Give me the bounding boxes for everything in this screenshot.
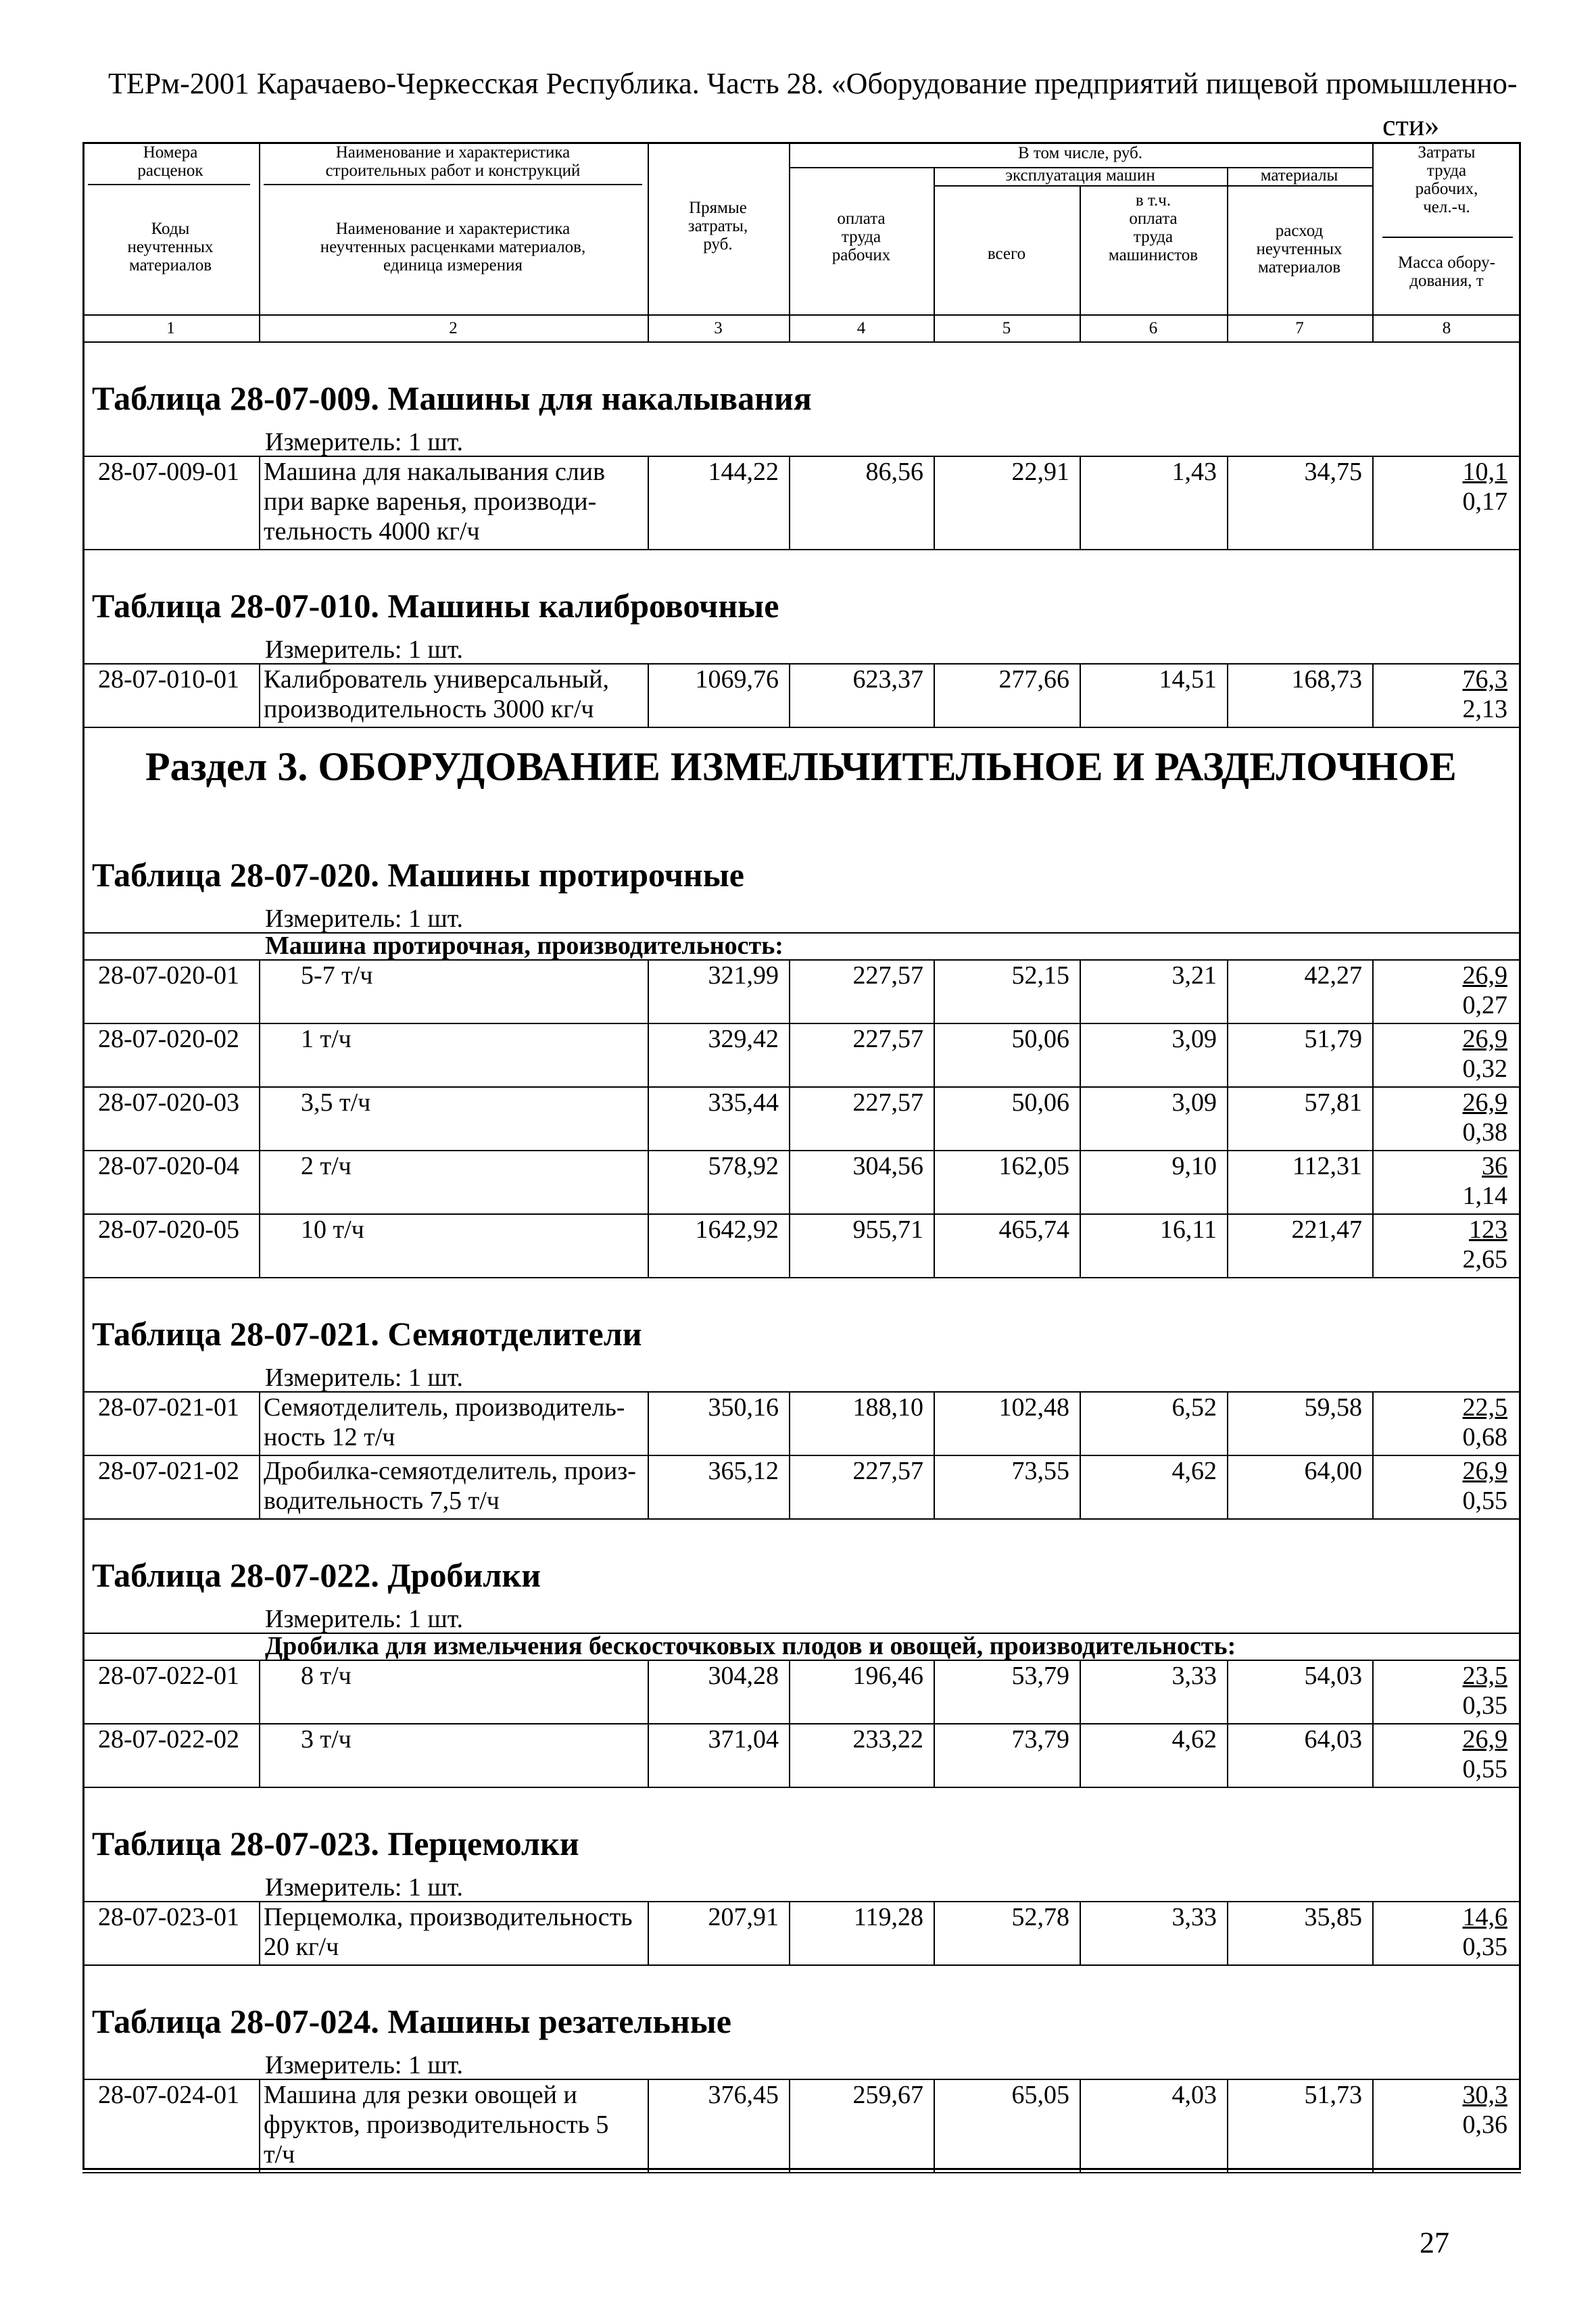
work-description: Перцемолка, производительность: [264, 1903, 633, 1931]
value-wages: 196,46: [852, 1662, 923, 1690]
group-heading: Машина протирочная, производительность:: [265, 932, 783, 960]
c8-divider: [1382, 237, 1513, 238]
value-mass: 0,38: [1462, 1118, 1507, 1147]
measure-unit: Измеритель: 1 шт.: [265, 1364, 463, 1392]
value-mach_wages: 4,62: [1171, 1457, 1217, 1485]
work-description: 2 т/ч: [301, 1152, 352, 1180]
value-mach: 162,05: [998, 1152, 1069, 1180]
head-col-number: 3: [714, 319, 723, 337]
value-mass: 0,55: [1462, 1755, 1507, 1783]
column-line: [1372, 1455, 1374, 1518]
column-line: [789, 663, 790, 727]
column-line: [1372, 456, 1374, 549]
column-line: [934, 1455, 935, 1518]
rate-code: 28-07-020-03: [98, 1088, 239, 1117]
column-line: [1080, 663, 1081, 727]
value-mass: 0,55: [1462, 1487, 1507, 1515]
work-description: ность 12 т/ч: [264, 1423, 395, 1451]
value-mat: 54,03: [1304, 1662, 1362, 1690]
head-c6: машинистов: [1108, 246, 1199, 264]
work-description: Дробилка-семяотделитель, произ-: [264, 1457, 636, 1485]
head-col-number: 8: [1442, 319, 1451, 337]
c1-underline: [88, 184, 250, 185]
column-line: [648, 1023, 649, 1086]
column-line: [259, 1150, 260, 1213]
column-line: [934, 1660, 935, 1723]
value-mass: 0,35: [1462, 1691, 1507, 1720]
column-line: [259, 456, 260, 549]
column-line: [934, 1901, 935, 1964]
column-line: [259, 1086, 260, 1150]
column-line: [1372, 1086, 1374, 1150]
column-line: [1372, 959, 1374, 1023]
value-labor: 26,9: [1462, 1025, 1507, 1053]
head-c8-top: рабочих,: [1415, 180, 1478, 198]
value-mach: 102,48: [998, 1393, 1069, 1422]
column-line: [789, 959, 790, 1023]
column-line: [789, 1455, 790, 1518]
work-description: 3,5 т/ч: [301, 1088, 371, 1117]
rate-code: 28-07-022-01: [98, 1662, 239, 1690]
column-line: [789, 1213, 790, 1277]
column-line: [648, 1213, 649, 1277]
column-line: [259, 1391, 260, 1455]
value-mach: 50,06: [1011, 1025, 1069, 1053]
head-c1-bottom: материалов: [128, 256, 212, 274]
row-rule: [82, 1964, 1521, 1966]
column-line: [1227, 1455, 1228, 1518]
value-direct: 578,92: [708, 1152, 779, 1180]
work-description: Семяотделитель, производитель-: [264, 1393, 625, 1422]
column-line: [1227, 1901, 1228, 1964]
column-line: [648, 456, 649, 549]
work-description: производительность 3000 кг/ч: [264, 695, 594, 723]
value-mat: 59,58: [1304, 1393, 1362, 1422]
sub-rule: [934, 185, 1372, 187]
value-mach_wages: 3,09: [1171, 1088, 1217, 1117]
measure-unit: Измеритель: 1 шт.: [265, 904, 463, 933]
value-mach_wages: 3,33: [1171, 1662, 1217, 1690]
value-wages: 259,67: [852, 2081, 923, 2109]
value-mass: 1,14: [1462, 1182, 1507, 1210]
value-mach: 73,79: [1011, 1725, 1069, 1754]
head-col-number: 5: [1002, 319, 1011, 337]
head-c8-top: труда: [1426, 162, 1467, 180]
column-line: [1372, 1660, 1374, 1723]
column-line: [1372, 1723, 1374, 1787]
column-line: [1080, 2079, 1081, 2172]
running-header: ТЕРм-2001 Карачаево-Черкесская Республика. Часть 28. «Оборудование предприятий пищевой промышленно-: [108, 67, 1518, 100]
column-line: [1080, 959, 1081, 1023]
value-direct: 321,99: [708, 961, 779, 990]
value-mach_wages: 4,62: [1171, 1725, 1217, 1754]
value-mach_wages: 9,10: [1171, 1152, 1217, 1180]
head-c4: труда: [841, 228, 881, 246]
value-mass: 0,32: [1462, 1055, 1507, 1083]
value-mach: 50,06: [1011, 1088, 1069, 1117]
column-line: [648, 1660, 649, 1723]
value-mat: 51,79: [1304, 1025, 1362, 1053]
head-exploitation: эксплуатация машин: [1005, 166, 1155, 185]
column-line: [648, 663, 649, 727]
value-mass: 0,35: [1462, 1933, 1507, 1961]
value-mach_wages: 1,43: [1171, 458, 1217, 486]
work-description: т/ч: [264, 2140, 295, 2169]
value-direct: 304,28: [708, 1662, 779, 1690]
head-c2-bottom: единица измерения: [383, 256, 523, 274]
column-line: [1372, 1023, 1374, 1086]
head-c3: затраты,: [687, 217, 748, 235]
value-labor: 26,9: [1462, 1088, 1507, 1117]
section-title: Раздел 3. ОБОРУДОВАНИЕ ИЗМЕЛЬЧИТЕЛЬНОЕ И РАЗДЕЛОЧНОЕ: [145, 744, 1457, 789]
value-mach_wages: 14,51: [1159, 665, 1217, 694]
column-line: [934, 1723, 935, 1787]
row-rule: [82, 727, 1521, 728]
value-mass: 2,13: [1462, 695, 1507, 723]
head-c7: материалов: [1257, 258, 1341, 276]
column-line: [789, 1391, 790, 1455]
column-line: [1227, 2079, 1228, 2172]
rate-code: 28-07-024-01: [98, 2081, 239, 2109]
column-line: [259, 663, 260, 727]
column-line: [259, 1455, 260, 1518]
column-line: [259, 2079, 260, 2172]
head-column-line: [1372, 142, 1374, 341]
column-line: [1227, 1150, 1228, 1213]
table-title: Таблица 28-07-022. Дробилки: [92, 1556, 541, 1594]
column-line: [1227, 959, 1228, 1023]
column-line: [1080, 1455, 1081, 1518]
column-line: [789, 1023, 790, 1086]
value-labor: 123: [1469, 1215, 1507, 1244]
column-line: [648, 1086, 649, 1150]
value-mass: 0,36: [1462, 2110, 1507, 2139]
row-rule: [82, 1277, 1521, 1278]
head-column-line: [934, 167, 935, 341]
value-mach: 65,05: [1011, 2081, 1069, 2109]
column-line: [934, 2079, 935, 2172]
value-direct: 376,45: [708, 2081, 779, 2109]
head-c6: труда: [1133, 228, 1174, 246]
head-column-line: [648, 142, 649, 341]
c2-underline: [264, 184, 642, 185]
head-materials: материалы: [1260, 166, 1338, 185]
value-mach: 73,55: [1011, 1457, 1069, 1485]
column-line: [1080, 1023, 1081, 1086]
head-c2-top: строительных работ и конструкций: [325, 162, 581, 180]
work-description: 5-7 т/ч: [301, 961, 373, 990]
running-header-cont: сти»: [1382, 109, 1440, 142]
column-line: [648, 1455, 649, 1518]
value-direct: 207,91: [708, 1903, 779, 1931]
work-description: Машина для накалывания слив: [264, 458, 606, 486]
value-wages: 119,28: [853, 1903, 923, 1931]
column-line: [648, 1150, 649, 1213]
head-numbers-rule: [82, 314, 1521, 316]
column-line: [259, 959, 260, 1023]
value-labor: 26,9: [1462, 961, 1507, 990]
rate-code: 28-07-022-02: [98, 1725, 239, 1754]
value-direct: 371,04: [708, 1725, 779, 1754]
value-wages: 86,56: [865, 458, 923, 486]
column-line: [934, 456, 935, 549]
measure-unit: Измеритель: 1 шт.: [265, 635, 463, 664]
value-mach_wages: 4,03: [1171, 2081, 1217, 2109]
measure-unit: Измеритель: 1 шт.: [265, 1873, 463, 1902]
column-line: [648, 2079, 649, 2172]
head-c1-top: расценок: [137, 162, 203, 180]
value-mach: 52,15: [1011, 961, 1069, 990]
value-labor: 36: [1482, 1152, 1507, 1180]
head-c1-bottom: неучтенных: [127, 238, 214, 256]
measure-unit: Измеритель: 1 шт.: [265, 428, 463, 456]
measure-unit: Измеритель: 1 шт.: [265, 1605, 463, 1633]
column-line: [1227, 1086, 1228, 1150]
value-mass: 0,27: [1462, 991, 1507, 1019]
value-labor: 10,1: [1462, 458, 1507, 486]
column-line: [1372, 1150, 1374, 1213]
value-labor: 22,5: [1462, 1393, 1507, 1422]
rate-code: 28-07-020-02: [98, 1025, 239, 1053]
column-line: [259, 1901, 260, 1964]
column-line: [1227, 1723, 1228, 1787]
head-c2-bottom: Наименование и характеристика: [335, 220, 571, 238]
head-c1-top: Номера: [143, 143, 198, 162]
value-direct: 1642,92: [695, 1215, 779, 1244]
value-mach: 53,79: [1011, 1662, 1069, 1690]
value-direct: 350,16: [708, 1393, 779, 1422]
column-line: [1080, 1086, 1081, 1150]
column-line: [1227, 1213, 1228, 1277]
value-labor: 14,6: [1462, 1903, 1507, 1931]
table-title: Таблица 28-07-023. Перцемолки: [92, 1825, 579, 1862]
column-line: [789, 1723, 790, 1787]
column-line: [1372, 1391, 1374, 1455]
column-line: [1080, 1660, 1081, 1723]
rate-code: 28-07-023-01: [98, 1903, 239, 1931]
value-labor: 26,9: [1462, 1457, 1507, 1485]
value-mat: 221,47: [1291, 1215, 1362, 1244]
column-line: [648, 1901, 649, 1964]
value-mass: 2,65: [1462, 1245, 1507, 1274]
head-incl: В том числе, руб.: [1017, 144, 1143, 162]
head-c6: в т.ч.: [1135, 191, 1171, 210]
group-heading: Дробилка для измельчения бескосточковых плодов и овощей, производительность:: [265, 1632, 1236, 1660]
value-wages: 623,37: [852, 665, 923, 694]
column-line: [259, 1660, 260, 1723]
value-mach: 22,91: [1011, 458, 1069, 486]
value-mat: 168,73: [1291, 665, 1362, 694]
column-line: [648, 1391, 649, 1455]
column-line: [934, 959, 935, 1023]
value-wages: 227,57: [852, 1457, 923, 1485]
row-rule: [82, 1787, 1521, 1788]
work-description: при варке варенья, производи-: [264, 487, 597, 516]
value-labor: 30,3: [1462, 2081, 1507, 2109]
value-mach: 277,66: [998, 665, 1069, 694]
value-direct: 335,44: [708, 1088, 779, 1117]
value-mach_wages: 3,09: [1171, 1025, 1217, 1053]
value-direct: 329,42: [708, 1025, 779, 1053]
column-line: [1080, 1213, 1081, 1277]
column-line: [1372, 2079, 1374, 2172]
value-wages: 227,57: [852, 961, 923, 990]
column-line: [1080, 1150, 1081, 1213]
table-title: Таблица 28-07-020. Машины протирочные: [92, 856, 744, 894]
head-column-line: [1080, 185, 1081, 341]
column-line: [789, 2079, 790, 2172]
head-c7: расход: [1275, 222, 1324, 240]
value-direct: 1069,76: [695, 665, 779, 694]
column-line: [934, 1391, 935, 1455]
value-direct: 365,12: [708, 1457, 779, 1485]
value-mach_wages: 16,11: [1159, 1215, 1217, 1244]
column-line: [1080, 1723, 1081, 1787]
rate-code: 28-07-020-04: [98, 1152, 239, 1180]
value-mass: 0,68: [1462, 1423, 1507, 1451]
work-description: 20 кг/ч: [264, 1933, 339, 1961]
work-description: 3 т/ч: [301, 1725, 352, 1754]
head-col-number: 7: [1295, 319, 1304, 337]
head-c6: оплата: [1129, 210, 1178, 228]
work-description: 1 т/ч: [301, 1025, 352, 1053]
rate-code: 28-07-010-01: [98, 665, 239, 694]
value-mat: 35,85: [1304, 1903, 1362, 1931]
work-description: Машина для резки овощей и: [264, 2081, 577, 2109]
head-c8-bottom: Масса обору-: [1398, 254, 1495, 272]
column-line: [934, 1086, 935, 1150]
head-c4: рабочих: [831, 246, 891, 264]
column-line: [1080, 456, 1081, 549]
head-c3: руб.: [703, 235, 733, 254]
rate-code: 28-07-021-02: [98, 1457, 239, 1485]
head-col-number: 1: [166, 319, 175, 337]
column-line: [259, 1213, 260, 1277]
head-column-line: [259, 142, 260, 341]
column-line: [934, 1023, 935, 1086]
rate-code: 28-07-021-01: [98, 1393, 239, 1422]
work-description: тельность 4000 кг/ч: [264, 517, 480, 546]
value-wages: 227,57: [852, 1025, 923, 1053]
head-c1-bottom: Коды: [151, 220, 190, 238]
column-line: [1227, 1023, 1228, 1086]
value-mat: 64,00: [1304, 1457, 1362, 1485]
value-mass: 0,17: [1462, 487, 1507, 516]
table-title: Таблица 28-07-010. Машины калибровочные: [92, 587, 779, 625]
head-c5: всего: [987, 245, 1026, 263]
column-line: [1227, 1660, 1228, 1723]
column-line: [259, 1023, 260, 1086]
value-wages: 188,10: [852, 1393, 923, 1422]
measure-unit: Измеритель: 1 шт.: [265, 2051, 463, 2079]
value-wages: 233,22: [852, 1725, 923, 1754]
page-number: 27: [1420, 2226, 1449, 2259]
head-column-line: [789, 142, 790, 341]
head-c7: неучтенных: [1256, 240, 1343, 258]
value-mat: 51,73: [1304, 2081, 1362, 2109]
value-mat: 112,31: [1292, 1152, 1362, 1180]
column-line: [789, 1086, 790, 1150]
head-c2-bottom: неучтенных расценками материалов,: [320, 238, 586, 256]
work-description: водительность 7,5 т/ч: [264, 1487, 500, 1515]
column-line: [1372, 1901, 1374, 1964]
row-rule: [82, 1518, 1521, 1520]
head-col-number: 6: [1148, 319, 1158, 337]
value-wages: 304,56: [852, 1152, 923, 1180]
column-line: [934, 1213, 935, 1277]
head-c4: оплата: [837, 210, 886, 228]
head-c8-top: Затраты: [1418, 143, 1476, 162]
rate-code: 28-07-020-01: [98, 961, 239, 990]
value-mach_wages: 6,52: [1171, 1393, 1217, 1422]
head-col-number: 4: [856, 319, 866, 337]
column-line: [789, 1901, 790, 1964]
column-line: [1372, 663, 1374, 727]
value-labor: 23,5: [1462, 1662, 1507, 1690]
column-line: [648, 959, 649, 1023]
column-line: [934, 1150, 935, 1213]
value-mach: 465,74: [998, 1215, 1069, 1244]
column-line: [1227, 1391, 1228, 1455]
column-line: [789, 1150, 790, 1213]
rate-code: 28-07-009-01: [98, 458, 239, 486]
row-rule: [82, 549, 1521, 550]
value-mach_wages: 3,33: [1171, 1903, 1217, 1931]
table-title: Таблица 28-07-021. Семяотделители: [92, 1315, 642, 1353]
work-description: фруктов, производительность 5: [264, 2110, 609, 2139]
value-wages: 955,71: [852, 1215, 923, 1244]
column-line: [259, 1723, 260, 1787]
value-direct: 144,22: [708, 458, 779, 486]
column-line: [1227, 663, 1228, 727]
column-line: [648, 1723, 649, 1787]
head-col-number: 2: [449, 319, 458, 337]
table-title: Таблица 28-07-009. Машины для накалывания: [92, 379, 812, 417]
value-labor: 26,9: [1462, 1725, 1507, 1754]
value-wages: 227,57: [852, 1088, 923, 1117]
column-line: [1080, 1391, 1081, 1455]
work-description: Калиброватель универсальный,: [264, 665, 610, 694]
value-labor: 76,3: [1462, 665, 1507, 694]
work-description: 10 т/ч: [301, 1215, 364, 1244]
head-c8-bottom: дования, т: [1409, 272, 1484, 290]
table-title: Таблица 28-07-024. Машины резательные: [92, 2002, 731, 2040]
work-description: 8 т/ч: [301, 1662, 352, 1690]
head-c3: Прямые: [689, 199, 747, 217]
column-line: [1227, 456, 1228, 549]
column-line: [789, 1660, 790, 1723]
head-bottom-rule: [82, 341, 1521, 343]
value-mat: 34,75: [1304, 458, 1362, 486]
value-mach: 52,78: [1011, 1903, 1069, 1931]
value-mat: 64,03: [1304, 1725, 1362, 1754]
column-line: [789, 456, 790, 549]
column-line: [1080, 1901, 1081, 1964]
column-line: [934, 663, 935, 727]
value-mat: 57,81: [1304, 1088, 1362, 1117]
column-line: [1372, 1213, 1374, 1277]
head-c8-top: чел.-ч.: [1423, 198, 1470, 216]
row-rule: [82, 2172, 1521, 2173]
head-c2-top: Наименование и характеристика: [335, 143, 571, 162]
value-mach_wages: 3,21: [1171, 961, 1217, 990]
rate-code: 28-07-020-05: [98, 1215, 239, 1244]
value-mat: 42,27: [1304, 961, 1362, 990]
